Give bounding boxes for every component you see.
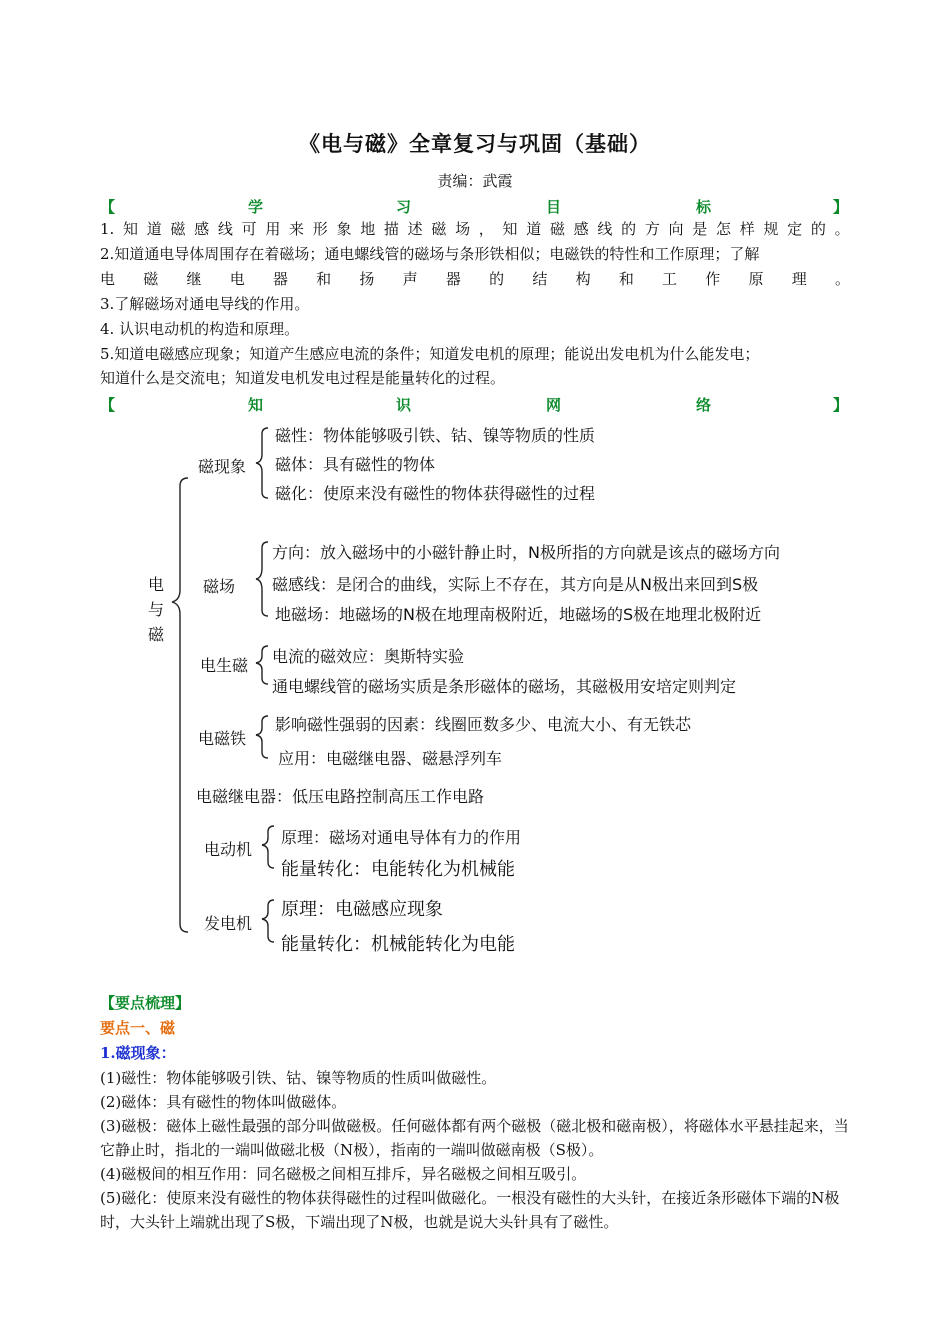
justified-char: 地: [360, 220, 376, 238]
map-item: 磁化：使原来没有磁性的物体获得磁性的过程: [275, 484, 596, 503]
point-1-heading: 要点一、磁: [100, 1019, 176, 1037]
map-item: 电流的磁效应：奥斯特实验: [272, 647, 465, 666]
group-motor: 电动机: [204, 840, 253, 859]
justified-char: 线: [597, 220, 613, 238]
justified-char: 器: [445, 270, 461, 288]
justified-char: 感: [573, 220, 589, 238]
paragraph: (2)磁体：具有磁性的物体叫做磁体。: [100, 1093, 347, 1111]
justified-char: 定: [787, 220, 803, 238]
justified-char: 电: [229, 270, 245, 288]
justified-char: 场: [455, 220, 471, 238]
group-magnetic-phenomena: 磁现象: [198, 457, 247, 476]
heading-char: 识: [396, 396, 412, 414]
bracket-close: 】: [832, 396, 848, 414]
map-item: 通电螺线管的磁场实质是条形磁体的磁场，其磁极用安培定则判定: [272, 677, 737, 696]
author-line: 责编：武霞: [437, 172, 513, 190]
justified-char: 的: [621, 220, 637, 238]
goal-2-line-1: 2.知道通电导体周围存在着磁场；通电螺线管的磁场与条形铁相似；电磁铁的特性和工作原理；了解: [100, 245, 760, 263]
justified-char: 磁: [549, 220, 565, 238]
map-item: 磁感线：是闭合的曲线，实际上不存在，其方向是从N极出来回到S极: [272, 575, 759, 594]
map-item: 磁体：具有磁性的物体: [275, 455, 436, 474]
justified-char: 用: [265, 220, 281, 238]
map-item: 原理：磁场对通电导体有力的作用: [281, 828, 522, 847]
justified-char: 扬: [359, 270, 375, 288]
justified-char: 形: [312, 220, 328, 238]
justified-char: 道: [146, 220, 162, 238]
heading-char: 知: [248, 396, 264, 414]
justified-char: 线: [217, 220, 233, 238]
heading-char: 习: [396, 198, 412, 216]
heading-char: 目: [546, 198, 562, 216]
justified-char: 磁: [170, 220, 186, 238]
justified-char: 向: [668, 220, 684, 238]
bracket-close: 】: [832, 198, 848, 216]
brace-magnetic-phenomena: [256, 428, 268, 498]
justified-char: 器: [272, 270, 288, 288]
bracket-open: 【: [100, 396, 116, 414]
brace-current-magnetism: [256, 646, 268, 684]
key-points-heading: 【要点梳理】: [100, 994, 191, 1012]
group-electromagnet: 电磁铁: [198, 729, 247, 748]
map-item: 应用：电磁继电器、磁悬浮列车: [278, 749, 503, 768]
map-item: 影响磁性强弱的因素：线圈匝数多少、电流大小、有无铁芯: [275, 715, 692, 734]
justified-char: 来: [289, 220, 305, 238]
justified-char: 和: [618, 270, 634, 288]
justified-char: 知: [123, 220, 139, 238]
justified-char: 磁: [143, 270, 159, 288]
map-item: 地磁场：地磁场的N极在地理南极附近，地磁场的S极在地理北极附近: [275, 605, 762, 624]
group-relay: 电磁继电器：低压电路控制高压工作电路: [196, 787, 485, 806]
brace-electromagnet: [256, 716, 268, 758]
root-brace: [172, 478, 188, 932]
group-current-magnetism: 电生磁: [200, 656, 249, 675]
heading-char: 络: [696, 396, 712, 414]
justified-char: ，: [478, 220, 494, 238]
justified-char: 怎: [715, 220, 731, 238]
map-item: 磁性：物体能够吸引铁、钴、镍等物质的性质: [275, 426, 596, 445]
justified-char: 理: [791, 270, 807, 288]
justified-char: 道: [526, 220, 542, 238]
group-magnetic-field: 磁场: [203, 577, 236, 596]
goal-5-line-2: 知道什么是交流电；知道发电机发电过程是能量转化的过程。: [100, 369, 506, 387]
justified-char: 象: [336, 220, 352, 238]
justified-char: 样: [739, 220, 755, 238]
brace-motor: [262, 826, 274, 868]
justified-char: 知: [502, 220, 518, 238]
justified-char: 。: [834, 270, 850, 288]
justified-char: 原: [748, 270, 764, 288]
justified-char: 的: [489, 270, 505, 288]
paragraph: (4)磁极间的相互作用：同名磁极之间相互排斥，异名磁极之间相互吸引。: [100, 1165, 587, 1183]
justified-char: 结: [532, 270, 548, 288]
brace-generator: [262, 900, 274, 942]
justified-char: 电: [100, 270, 116, 288]
root-char: 磁: [148, 625, 165, 644]
brace-magnetic-field: [256, 542, 268, 616]
group-generator: 发电机: [204, 914, 253, 933]
justified-char: 作: [705, 270, 721, 288]
justified-char: 声: [402, 270, 418, 288]
map-item: 能量转化：电能转化为机械能: [281, 859, 515, 880]
subsection-heading: 1.磁现象：: [100, 1044, 176, 1062]
paragraph: (1)磁性：物体能够吸引铁、钴、镍等物质的性质叫做磁性。: [100, 1069, 497, 1087]
justified-char: 的: [810, 220, 826, 238]
justified-char: 。: [834, 220, 850, 238]
map-item: 方向：放入磁场中的小磁针静止时，N极所指的方向就是该点的磁场方向: [272, 543, 780, 562]
justified-char: 磁: [431, 220, 447, 238]
justified-char: 规: [763, 220, 779, 238]
root-char: 与: [148, 600, 165, 619]
justified-char: 1.: [100, 220, 115, 238]
justified-char: 描: [383, 220, 399, 238]
heading-char: 学: [248, 198, 264, 216]
justified-char: 述: [407, 220, 423, 238]
map-item: 能量转化：机械能转化为电能: [281, 934, 515, 955]
goal-3: 3.了解磁场对通电导线的作用。: [100, 295, 310, 313]
justified-char: 工: [662, 270, 678, 288]
justified-char: 方: [644, 220, 660, 238]
paragraph: (3)磁极：磁体上磁性最强的部分叫做磁极。任何磁体都有两个磁极（磁北极和磁南极），将磁体水平悬挂起来，当它静止时，指北的一端叫做磁北极（N极），指南的一端叫做磁南极（S极）。: [100, 1117, 849, 1159]
paragraph: (5)磁化：使原来没有磁性的物体获得磁性的过程叫做磁化。一根没有磁性的大头针，在接近条形磁体下端的N极时，大头针上端就出现了S极，下端出现了N极，也就是说大头针具有了磁性。: [100, 1189, 840, 1231]
page-title: 《电与磁》全章复习与巩固（基础）: [299, 132, 651, 156]
bracket-open: 【: [100, 198, 116, 216]
justified-char: 可: [241, 220, 257, 238]
root-char: 电: [148, 575, 165, 594]
justified-char: 是: [692, 220, 708, 238]
map-item: 原理：电磁感应现象: [281, 899, 443, 920]
justified-char: 继: [186, 270, 202, 288]
heading-char: 标: [696, 198, 712, 216]
goal-5-line-1: 5.知道电磁感应现象；知道产生感应电流的条件；知道发电机的原理；能说出发电机为什么能发电；: [100, 345, 760, 363]
heading-char: 网: [546, 396, 562, 414]
justified-char: 和: [316, 270, 332, 288]
justified-char: 感: [194, 220, 210, 238]
goal-4: 4. 认识电动机的构造和原理。: [100, 320, 300, 338]
justified-char: 构: [575, 270, 591, 288]
